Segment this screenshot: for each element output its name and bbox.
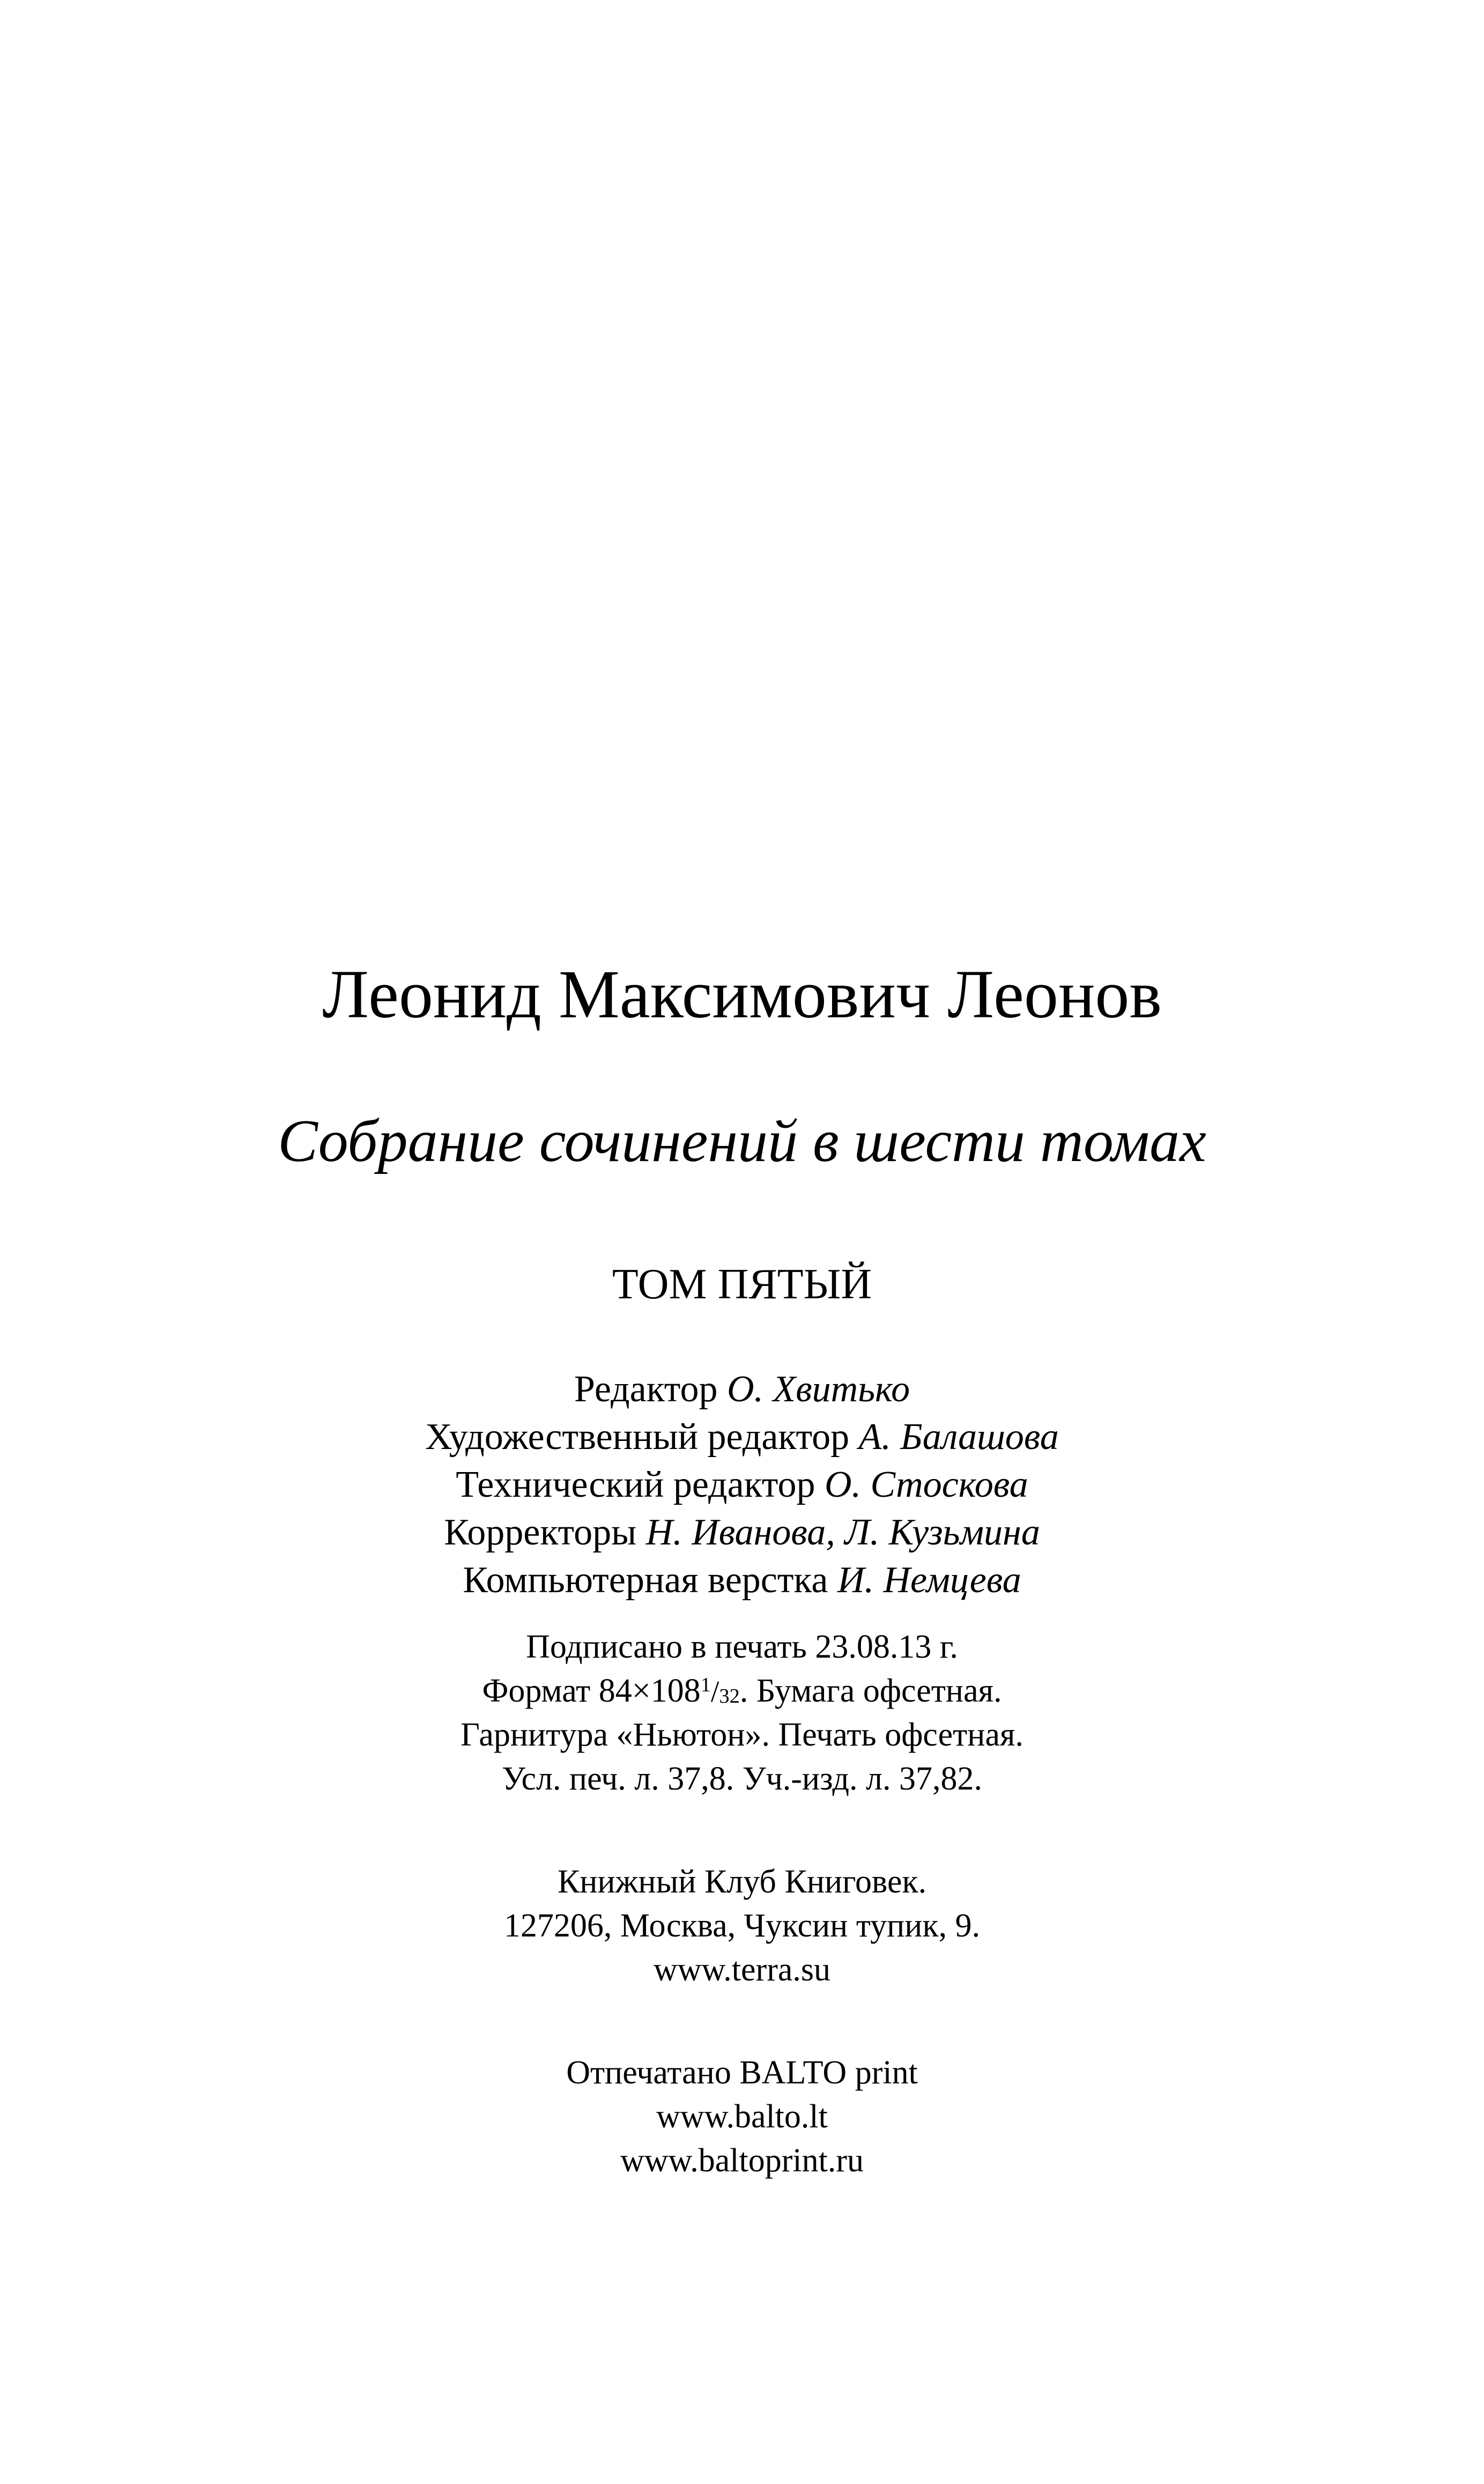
format-denominator: 32: [719, 1684, 740, 1707]
credit-role: Корректоры: [444, 1512, 637, 1553]
credit-editor: [0, 1371, 1484, 1408]
sheets-line: Усл. печ. л. 37,8. Уч.-изд. л. 37,82.: [502, 1761, 982, 1797]
signed-to-print: Подписано в печать 23.08.13 г.: [526, 1629, 958, 1665]
format-line: [0, 1674, 1484, 1707]
credit-person: Н. Иванова, Л. Кузьмина: [645, 1512, 1040, 1553]
publisher-name: Книжный Клуб Книговек.: [557, 1864, 927, 1900]
credit-art-editor: [0, 1418, 1484, 1456]
publisher-website: www.terra.su: [654, 1951, 830, 1988]
format-numerator: 1: [700, 1673, 711, 1696]
format-slash: /: [710, 1675, 719, 1709]
credit-layout: [0, 1559, 1484, 1601]
volume-label: ТОМ ПЯТЫЙ: [612, 1261, 872, 1308]
credit-technical-editor: [0, 1466, 1484, 1504]
credit-role: Технический редактор: [456, 1464, 815, 1505]
credit-person: А. Балашова: [858, 1416, 1059, 1458]
credit-role: Художественный редактор: [425, 1416, 850, 1458]
author-name: Леонид Максимович Леонов: [322, 956, 1162, 1032]
publisher-address: 127206, Москва, Чуксин тупик, 9.: [503, 1908, 981, 1944]
credit-person: И. Немцева: [837, 1559, 1021, 1601]
printer-name: Отпечатано BALTO print: [566, 2054, 918, 2091]
credit-role: Редактор: [574, 1369, 718, 1410]
credit-person: О. Хвитько: [726, 1369, 910, 1410]
format-suffix: . Бумага офсетная.: [739, 1673, 1002, 1709]
printer-website-1: www.balto.lt: [656, 2098, 828, 2135]
typeface-line: Гарнитура «Ньютон». Печать офсетная.: [461, 1717, 1023, 1753]
printer-website-2: www.baltoprint.ru: [620, 2142, 864, 2179]
credit-role: Компьютерная верстка: [463, 1559, 828, 1601]
series-title: Собрание сочинений в шести томах: [278, 1108, 1206, 1174]
credit-person: О. Стоскова: [824, 1464, 1028, 1505]
credit-proofreaders: [0, 1514, 1484, 1551]
format-prefix: Формат 84×108: [482, 1673, 701, 1709]
